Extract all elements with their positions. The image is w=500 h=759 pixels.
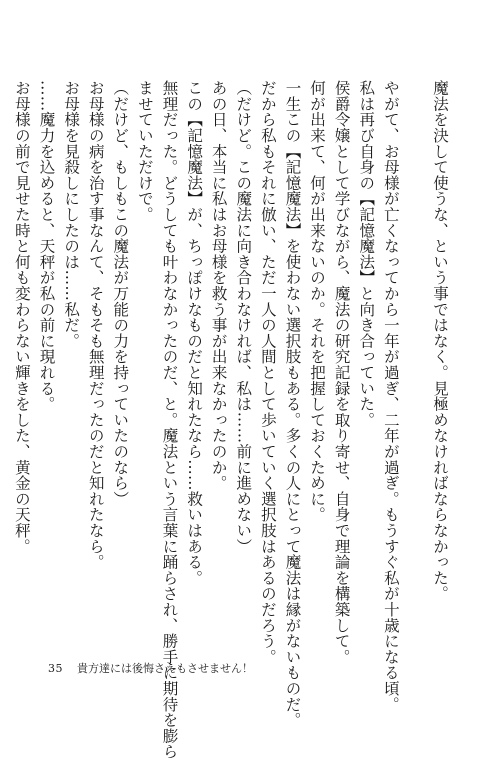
blank-line	[0, 80, 9, 81]
blank-line	[403, 80, 428, 81]
text-line: お母様を見殺しにしたのは……私だ。	[62, 80, 81, 349]
text-line: 無理だった。どうしても叶わなかったのだ、と。魔法という言葉に踊らされ、勝手に期待を膨ら	[160, 80, 179, 759]
text-line: お母様の前で見せた時と何も変わらない輝きをした、黄金の天秤。	[12, 80, 31, 554]
text-line: ませていただけで。	[135, 80, 154, 223]
text-line: 私は再び自身の【記憶魔法】と向き合っていた。	[357, 80, 376, 428]
text-line: ……魔力を込めると、天秤が私の前に現れる。	[37, 80, 56, 412]
running-title: 貴方達には後悔さえもさせません！	[77, 662, 253, 675]
text-line: やがて、お母様が亡くなってから一年が過ぎ、二年が過ぎ。もうすぐ私が十歳になる頃。	[381, 80, 400, 712]
page-footer	[48, 660, 253, 676]
text-line: この【記憶魔法】が、ちっぽけなものだと知れたなら……救いはある。	[185, 80, 204, 586]
text-line: だから私もそれに倣い、ただ一人の人間として歩いていく選択肢はあるのだろう。	[258, 80, 277, 665]
text-line: 何が出来て、何が出来ないのか。それを把握しておくために。	[308, 80, 327, 523]
text-line: 魔法を決して使うな、という事ではなく。見極めなければならなかった。	[431, 80, 449, 602]
text-line: （だけど、もしもこの魔法が万能の力を持っていたのなら）	[111, 80, 130, 507]
text-line: お母様の病を治す事なんて、そもそも無理だったのだと知れたなら。	[86, 80, 105, 570]
text-line: （だけど。この魔法に向き合わなければ、私は……前に進めない）	[234, 80, 253, 554]
text-line: あの日、本当に私はお母様を救う事が出来なかったのか。	[209, 80, 228, 491]
text-line: 侯爵令嬢として学びながら、魔法の研究記録を取り寄せ、自身で理論を構築して。	[332, 80, 351, 665]
text-line: 一生この【記憶魔法】を使わない選択肢もある。多くの人にとって魔法は縁がないものだ。	[283, 80, 302, 728]
page-number: 35	[48, 662, 63, 675]
